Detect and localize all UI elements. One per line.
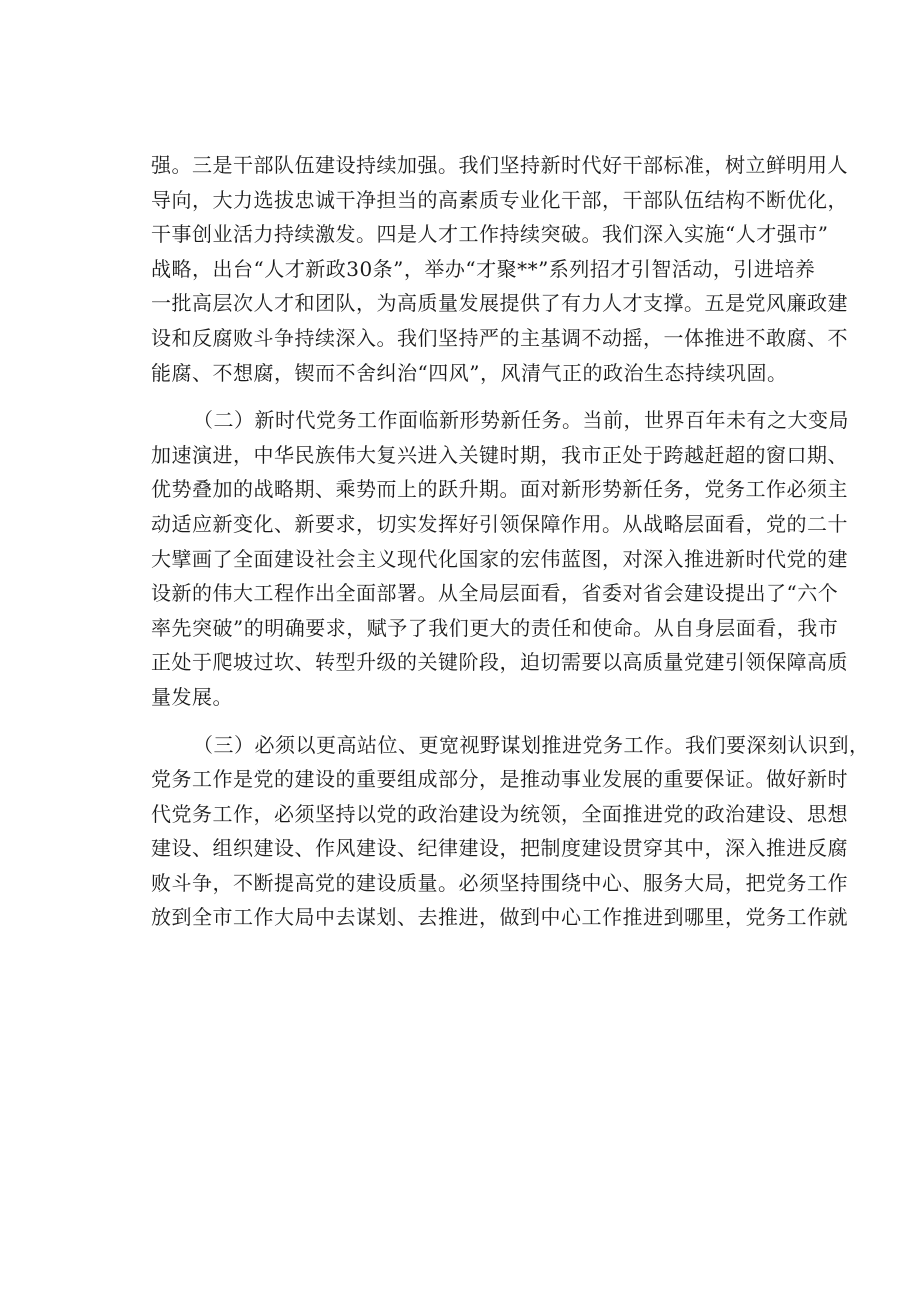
paragraph-2 bbox=[151, 403, 849, 714]
document-body bbox=[151, 148, 870, 935]
text-line: 量发展。 bbox=[151, 684, 233, 709]
text-line: 能腐、不想腐，锲而不舍纠治“四风”，风清气正的政治生态持续巩固。 bbox=[151, 360, 788, 385]
text-line: 强。三是干部队伍建设持续加强。我们坚持新时代好干部标准，树立鲜明用人 bbox=[151, 153, 848, 177]
text-line: 大擘画了全面建设社会主义现代化国家的宏伟蓝图，对深入推进新时代党的建 bbox=[151, 546, 848, 571]
paragraph-1 bbox=[151, 148, 848, 390]
paragraph-spacer bbox=[151, 390, 803, 403]
paragraph-3 bbox=[151, 728, 870, 936]
text-line: 加速演进，中华民族伟大复兴进入关键时期，我市正处于跨越赶超的窗口期、 bbox=[151, 442, 848, 467]
text-line: 党务工作是党的建设的重要组成部分，是推动事业发展的重要保证。做好新时 bbox=[151, 767, 848, 792]
text-line: 率先突破”的明确要求，赋予了我们更大的责任和使命。从自身层面看，我市 bbox=[151, 615, 839, 640]
text-line: （三）必须以更高站位、更宽视野谋划推进党务工作。我们要深刻认识到， bbox=[193, 732, 870, 757]
text-line: 战略，出台“人才新政30条”，举办“才聚**”系列招才引智活动，引进培养 bbox=[151, 256, 816, 281]
text-line: 动适应新变化、新要求，切实发挥好引领保障作用。从战略层面看，党的二十 bbox=[151, 511, 848, 536]
text-line: 放到全市工作大局中去谋划、去推进，做到中心工作推进到哪里，党务工作就 bbox=[151, 905, 848, 930]
text-line: 正处于爬坡过坎、转型升级的关键阶段，迫切需要以高质量党建引领保障高质 bbox=[151, 650, 848, 675]
text-line: 建设、组织建设、作风建设、纪律建设，把制度建设贯穿其中，深入推进反腐 bbox=[151, 836, 848, 861]
paragraph-spacer bbox=[151, 715, 803, 728]
text-line: 优势叠加的战略期、乘势而上的跃升期。面对新形势新任务，党务工作必须主 bbox=[151, 477, 848, 502]
text-line: 导向，大力选拔忠诚干净担当的高素质专业化干部，干部队伍结构不断优化， bbox=[151, 187, 848, 212]
text-line: 代党务工作，必须坚持以党的政治建设为统领，全面推进党的政治建设、思想 bbox=[151, 801, 848, 826]
text-line: 一批高层次人才和团队，为高质量发展提供了有力人才支撑。五是党风廉政建 bbox=[151, 291, 848, 316]
text-line: 设新的伟大工程作出全面部署。从全局层面看，省委对省会建设提出了“六个 bbox=[151, 581, 839, 606]
text-line: 败斗争，不断提高党的建设质量。必须坚持围绕中心、服务大局，把党务工作 bbox=[151, 870, 848, 895]
text-line: （二）新时代党务工作面临新形势新任务。当前，世界百年未有之大变局 bbox=[193, 408, 849, 433]
text-line: 设和反腐败斗争持续深入。我们坚持严的主基调不动摇，一体推进不敢腐、不 bbox=[151, 325, 848, 350]
text-line: 干事创业活力持续激发。四是人才工作持续突破。我们深入实施“人才强市” bbox=[151, 222, 829, 247]
